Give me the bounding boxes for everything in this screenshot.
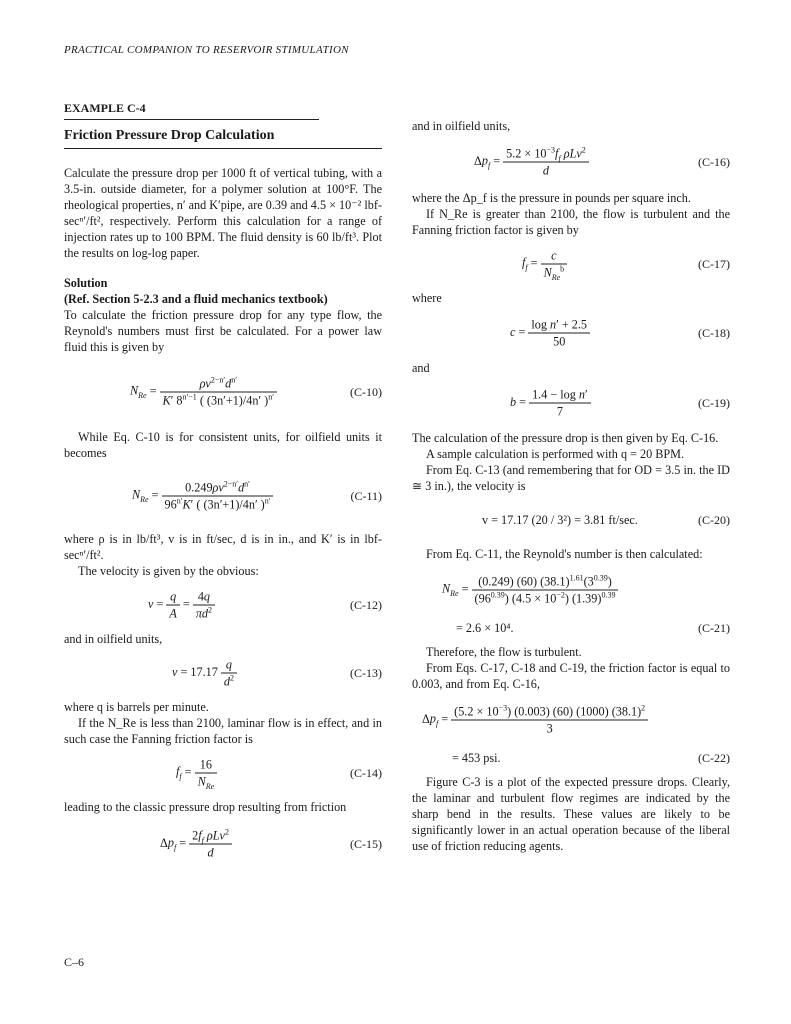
figure-paragraph: Figure C-3 is a plot of the expected pressure drops. Clearly, the laminar and turbulent flow regimes are indicated by the sharp bend in the results. These values are likely to be significantly lower in an actual operation because of the liberal use of friction reducing agents. xyxy=(412,775,730,853)
equation-c19: b = $\frac{\text{1.4 − log n′}}{7}$ (C-19) xyxy=(510,387,730,419)
classic-paragraph: leading to the classic pressure drop resulting from friction xyxy=(64,800,347,814)
laminar-paragraph: If the N_Re is less than 2100, laminar flow is in effect, and in such case the Fanning friction factor is xyxy=(64,716,382,746)
sample-paragraph: A sample calculation is performed with q = 20 BPM. xyxy=(426,447,685,461)
eq-number-c14: (C-14) xyxy=(350,766,382,780)
equation-c17: $f_f$ = $\frac{c}{N_{Re}^b}$ (C-17) xyxy=(522,248,730,282)
q-definition-paragraph: where q is barrels per minute. xyxy=(64,700,209,714)
equation-c13: v = 17.17 $\frac{q}{d^2}$ (C-13) xyxy=(172,657,382,689)
c20-body: v = 17.17 (20 / 3²) = 3.81 ft/sec. xyxy=(482,513,638,527)
page-number: C–6 xyxy=(64,955,85,969)
oilfield-units-paragraph-1: and in oilfield units, xyxy=(64,632,163,646)
c21-result: = 2.6 × 10⁴. xyxy=(456,621,514,635)
solution-reference: (Ref. Section 5-2.3 and a fluid mechanics textbook) xyxy=(64,292,328,306)
eq-number-c16: (C-16) xyxy=(698,155,730,169)
from-c13-paragraph: From Eq. C-13 (and remembering that for OD = 3.5 in. the ID ≅ 3 in.), the velocity is xyxy=(412,463,730,493)
right-column xyxy=(412,118,730,854)
equation-c14: $f_f$ = $\frac{16}{N_{Re}}$ (C-14) xyxy=(176,757,382,791)
dpf-definition-paragraph: where the Δp_f is the pressure in pounds per square inch. xyxy=(412,191,691,205)
eq-number-c15: (C-15) xyxy=(350,837,382,851)
eq-number-c12: (C-12) xyxy=(350,598,382,612)
calc-paragraph: The calculation of the pressure drop is then given by Eq. C-16. xyxy=(412,431,719,445)
eq-number-c20: (C-20) xyxy=(698,513,730,527)
eq-number-c11: (C-11) xyxy=(350,489,382,503)
example-title: Friction Pressure Drop Calculation xyxy=(64,128,382,149)
from-eqs-paragraph: From Eqs. C-17, C-18 and C-19, the friction factor is equal to 0.003, and from Eq. C-16, xyxy=(412,661,730,691)
equation-c15: $\Delta p_f$ = $\frac{2f_f \rho Lv^2}{d}$ (C-15) xyxy=(160,827,382,860)
oilfield-units-paragraph-2: and in oilfield units, xyxy=(412,119,511,133)
equation-c16: $\Delta p_f$ = $\frac{5.2 \times 10^{-3}f_f \rho Lv^2}{d}$ (C-16) xyxy=(474,145,730,178)
where-label: where xyxy=(412,291,442,305)
eq-number-c17: (C-17) xyxy=(698,257,730,271)
equation-c21 xyxy=(412,618,730,638)
therefore-paragraph: Therefore, the flow is turbulent. xyxy=(426,645,582,659)
velocity-paragraph: The velocity is given by the obvious: xyxy=(78,564,259,578)
equation-c22 xyxy=(412,748,730,768)
equation-c11: $N_{Re}$ = $\frac{0.249\rho v^{2-n'}d^{n'}}{96^{n'}K' ( (3n'+1)/4n' )^{n'}}$ (C-11) xyxy=(132,479,382,512)
equation-c18: c = $\frac{\text{log n′ + 2.5}}{50}$ (C-18) xyxy=(510,317,730,349)
equation-c12: v = $\frac{q}{A}$ = $\frac{4q}{\pi d^2}$ (C-12) xyxy=(148,589,382,621)
eq-number-c19: (C-19) xyxy=(698,396,730,410)
example-label: EXAMPLE C-4 xyxy=(64,100,319,120)
units-paragraph: where ρ is in lb/ft³, v is in ft/sec, d is in in., and K′ is in lbf-secⁿ′/ft². xyxy=(64,532,382,562)
eq-number-c13: (C-13) xyxy=(350,666,382,680)
and-label: and xyxy=(412,361,430,375)
turbulent-paragraph: If N_Re is greater than 2100, the flow is turbulent and the Fanning friction factor is given by xyxy=(412,207,730,237)
intro-paragraph: To calculate the friction pressure drop for any type flow, the Reynold's numbers must first be calculated. For a power law fluid this is given by xyxy=(64,308,382,354)
equation-c20 xyxy=(412,500,730,540)
eq-number-c18: (C-18) xyxy=(698,326,730,340)
c22-result: = 453 psi. xyxy=(452,751,501,765)
eq-number-c22: (C-22) xyxy=(698,751,730,765)
problem-statement: Calculate the pressure drop per 1000 ft of vertical tubing, with a 3.5-in. outside diameter, for a polymer solution at 100°F. The rheological properties, n′ and K′pipe, are 0.39 and 4.5 × 10⁻² lbf-secⁿ′/ft², respectively. Perform this calculation for a range of injection rates up to 100 BPM. The fluid density is 60 lb/ft³. Plot the results on log-log paper. xyxy=(64,166,382,260)
equation-c10: $N_{Re}$ = $\frac{\rho v^{2-n'}d^{n'}}{K' 8^{n'-1} ( (3n'+1)/4n' )^{n'}}$ (C-10) xyxy=(130,375,382,408)
running-head: PRACTICAL COMPANION TO RESERVOIR STIMULATION xyxy=(64,44,349,56)
from-c11-paragraph: From Eq. C-11, the Reynold's number is then calculated: xyxy=(426,547,703,561)
left-column xyxy=(64,100,382,873)
solution-heading: Solution xyxy=(64,276,108,290)
c10-follow-paragraph: While Eq. C-10 is for consistent units, for oilfield units it becomes xyxy=(64,430,382,460)
equation-c21-expression: $N_{Re}$ = $\frac{(0.249) (60) (38.1)^{1.61}(3^{0.39})}{(96^{0.39}) (4.5 \times 10^{-2}) (1.39)^{0.39}}$ xyxy=(412,568,730,612)
eq-number-c10: (C-10) xyxy=(350,385,382,399)
equation-c22-expression: $\Delta p_f$ = $\frac{(5.2 \times 10^{-3}) (0.003) (60) (1000) (38.1)^2}{3}$ xyxy=(412,698,730,742)
eq-number-c21: (C-21) xyxy=(698,621,730,635)
